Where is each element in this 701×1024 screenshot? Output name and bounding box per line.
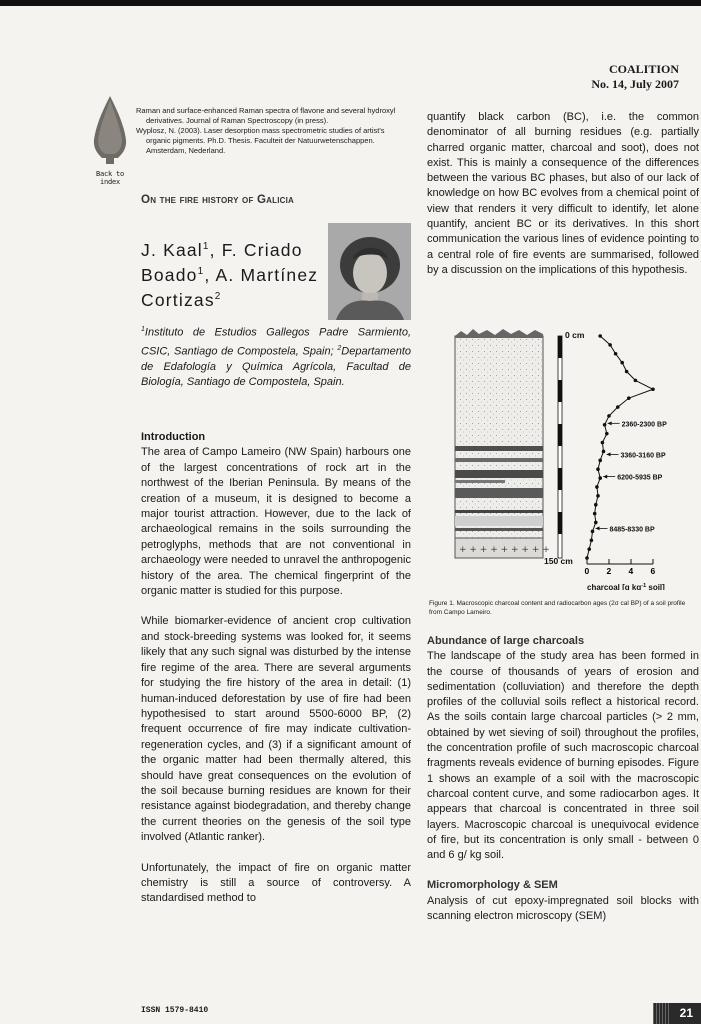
charcoal-point xyxy=(602,450,606,454)
charcoal-point xyxy=(605,432,609,436)
age-label: 8485-8330 BP xyxy=(609,526,655,534)
article-title-text: On the fire history of Galicia xyxy=(141,193,295,206)
micromorphology-heading: Micromorphology & SEM xyxy=(427,879,558,892)
author-sup: 1 xyxy=(197,265,205,277)
charcoal-point xyxy=(598,459,602,463)
author-list xyxy=(141,236,331,310)
back-to-index-link[interactable] xyxy=(84,96,136,186)
charcoal-point xyxy=(596,467,600,471)
back-to-index-label: Back to index xyxy=(95,170,125,186)
charcoal-point xyxy=(603,423,607,427)
affiliation-text: Departamento de Edafología y Química Agrícola, Facultad de Biología, Santiago de Compostela, Spain. xyxy=(141,345,411,389)
right-column-top xyxy=(427,110,699,278)
body-paragraph: The landscape of the study area has been formed in the course of thousands of years of erosion and sedimentation (colluviation) and therefore the depth profiles of the colluvial soils reflect a historical record. As the soils contain large charcoal particles (> 2 mm, obtained by wet sieving of soil) throughout the profiles, the concentration profile of such macroscopic charcoal fragments reveals evidence of burning episodes. Figure 1 shows an example of a soil with the macroscopic charcoal content curve, and some radiocarbon ages. It appears that charcoal is concentrated in three soil layers. Macroscopic charcoal is unequivocal evidence of fire, but its concentration is only small - between 0 and 6 g/ kg soil. xyxy=(427,650,699,862)
affiliations xyxy=(141,322,411,391)
charcoal-point xyxy=(616,405,620,409)
right-column-bottom xyxy=(427,634,699,939)
x-tick-label: 0 xyxy=(584,566,590,576)
age-arrowhead xyxy=(603,475,607,479)
masthead-issue: No. 14, July 2007 xyxy=(591,77,679,91)
age-label: 2360-2300 BP xyxy=(621,421,667,429)
affiliation-sup: 2 xyxy=(337,344,342,352)
figure-caption xyxy=(429,599,699,617)
radiocarbon-age-group xyxy=(596,421,668,533)
top-depth-label: 0 cm xyxy=(565,330,585,340)
charcoal-point xyxy=(587,547,591,551)
body-paragraph: Analysis of cut epoxy-impregnated soil blocks with scanning electron microscopy (SEM) xyxy=(427,894,699,923)
charcoal-point xyxy=(608,343,612,347)
bedrock-crosses: + + + + + + + + + xyxy=(459,545,550,555)
author-name: , A. Martínez xyxy=(204,264,319,285)
charcoal-point xyxy=(591,530,595,534)
author-sup: 1 xyxy=(202,241,210,252)
author-sup: 2 xyxy=(214,290,222,302)
author-name: Boado xyxy=(141,264,198,285)
age-label: 3360-3160 BP xyxy=(620,452,666,460)
x-tick-label: 6 xyxy=(650,566,656,576)
charcoal-point xyxy=(614,352,618,356)
author-photo xyxy=(328,223,411,320)
age-label: 6200-5935 BP xyxy=(617,474,663,482)
body-paragraph: quantify black carbon (BC), i.e. the common denominator of all burning residues (e.g. partially charred organic matter, charcoal and soot), does not exist. This is mainly a consequence of the differences between the various BC phases, but also of our lack of knowledge on how BC evolves from a chemical point of view that renders it very difficult to identify, let alone quantify, ancient BC or its derivatives. In this short communication the various lines of evidence pointing to a central role of fire events are summarised, followed by a discussion on the implications of this hypothesis. xyxy=(427,111,699,276)
charcoal-point xyxy=(594,503,598,507)
introduction-heading: Introduction xyxy=(141,431,206,443)
charcoal-point xyxy=(607,414,611,418)
arrowhead-icon xyxy=(92,96,128,164)
charcoal-line xyxy=(587,336,653,558)
charcoal-point xyxy=(596,494,600,498)
bottom-depth-label: 150 cm xyxy=(544,556,573,566)
charcoal-point xyxy=(598,476,602,480)
article-title xyxy=(141,193,294,206)
charcoal-point xyxy=(590,538,594,542)
charcoal-point xyxy=(601,441,605,445)
affiliation-text: Instituto de Estudios Gallegos Padre Sarmiento, CSIC, Santiago de Compostela, Spain; xyxy=(141,326,411,358)
reference-item: Raman and surface-enhanced Raman spectra of flavone and several hydroxyl derivatives. Journal of Raman Spectroscopy (in press). xyxy=(136,106,396,125)
figure-1 xyxy=(447,320,682,590)
charcoal-point xyxy=(598,334,602,338)
x-tick-label: 4 xyxy=(628,566,634,576)
x-axis-group xyxy=(585,559,656,576)
charcoal-point xyxy=(593,512,597,516)
affiliation-sup: 1 xyxy=(141,326,145,333)
page-number: 21 xyxy=(679,1006,693,1020)
charcoal-point xyxy=(651,387,655,391)
top-bar xyxy=(0,0,701,6)
body-paragraph: Unfortunately, the impact of fire on organic matter chemistry is still a source of controversy. A standardised method to xyxy=(141,861,411,905)
reference-item: Wyplosz, N. (2003). Laser desorption mass spectrometric studies of artist's organic pigments. Ph.D. Thesis. Faculteit der Natuurwetenschappen. Amsterdam, Nederland. xyxy=(136,126,385,155)
figure-caption-text: Figure 1. Macroscopic charcoal content and radiocarbon ages (2σ cal BP) of a soil profile from Campo Lameiro. xyxy=(429,600,686,616)
masthead xyxy=(591,62,679,92)
reference-list xyxy=(136,106,411,156)
page-number-pattern xyxy=(653,1003,671,1024)
body-paragraph: While biomarker-evidence of ancient crop cultivation and stock-breeding systems was looked for, it seems likely that any such signal was disturbed by the intense fire regime of the area. There are several arguments for studying the fire history of the area in detail: (1) human-induced deforestation by use of fire had been hypothesised to start around 5500-6000 BP, (2) frequent occurrence of fire may indicate cultivation-regeneration cycles, and (3) if a significant amount of the organic matter had been thermally altered, this should have great consequences on the evolution of the soil because burning residues are known for their resistance against biodegradation, and thereby change the current theories on the genesis of the soil type involved (Atlantic ranker). xyxy=(141,615,411,844)
x-axis-label: charcoal [g $kg^{-1}$ soil] xyxy=(587,583,665,590)
author-name: Cortizas xyxy=(141,289,215,310)
left-column xyxy=(141,430,411,922)
charcoal-point xyxy=(627,396,631,400)
charcoal-point xyxy=(620,361,624,365)
author-name: , F. Criado xyxy=(209,239,303,260)
age-arrowhead xyxy=(608,421,612,425)
charcoal-point xyxy=(625,370,629,374)
charcoal-point xyxy=(595,485,599,489)
charcoal-profile-chart xyxy=(447,320,682,590)
age-arrowhead xyxy=(596,526,600,530)
issn-footer: ISSN 1579-8410 xyxy=(141,1006,209,1015)
x-tick-label: 2 xyxy=(606,566,612,576)
soil-surface xyxy=(455,329,543,338)
author-name: J. Kaal xyxy=(141,239,203,260)
depth-scale xyxy=(558,336,562,558)
abundance-heading: Abundance of large charcoals xyxy=(427,635,585,647)
body-paragraph: The area of Campo Lameiro (NW Spain) harbours one of the largest concentrations of rock art in the northwest of the Iberian Peninsula. By means of the creation of a museum, it is designed to become a major tourist attraction. However, due to the lack of archaeological remains in the soils surrounding the petroglyphs, methods that are not conventional in archaeology were needed to unravel the anthropogenic history of the area. The chemical fingerprint of the organic matter is studied for this purpose. xyxy=(141,446,411,598)
age-arrowhead xyxy=(607,452,611,456)
portrait-image xyxy=(328,223,411,320)
charcoal-point xyxy=(634,379,638,383)
masthead-name: COALITION xyxy=(608,62,679,76)
soil-layer-dark-bands xyxy=(455,446,543,531)
page-number-box xyxy=(653,1003,701,1024)
charcoal-point xyxy=(594,521,598,525)
